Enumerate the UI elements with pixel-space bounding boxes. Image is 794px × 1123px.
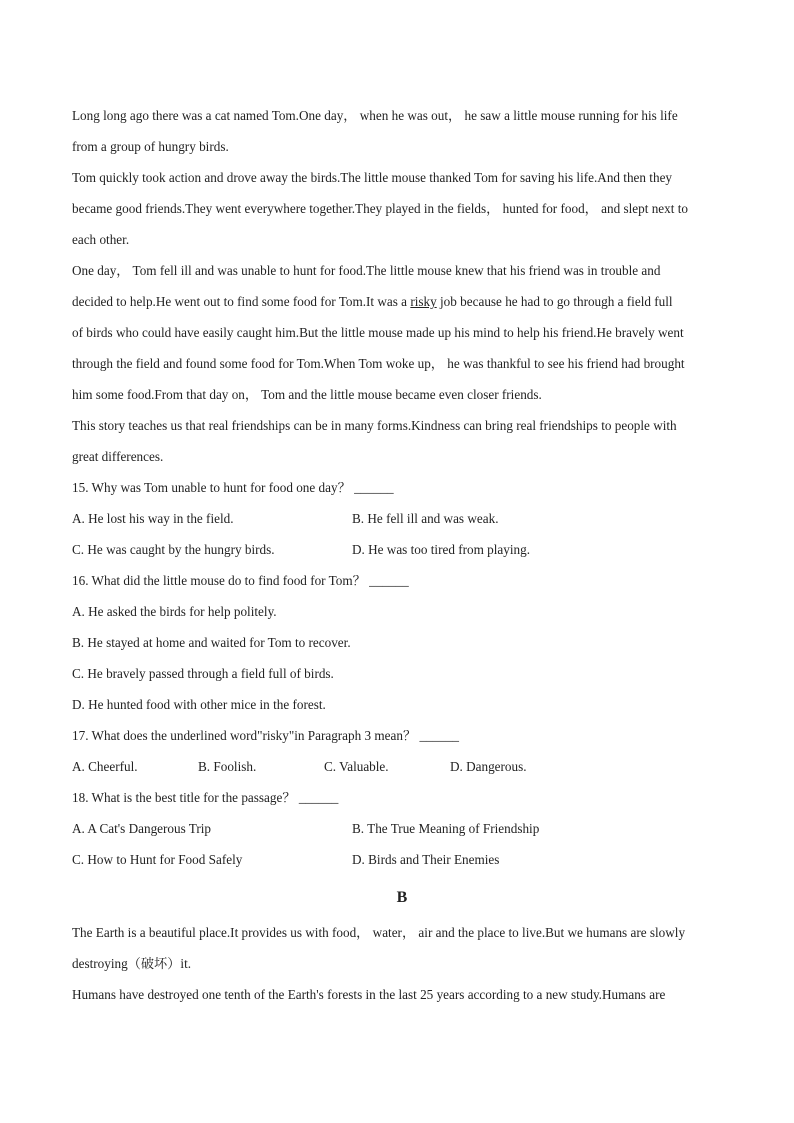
question-stem: 15. Why was Tom unable to hunt for food one day？ ______	[72, 480, 394, 495]
passage-text: decided to help.He went out to find some food for Tom.It was a	[72, 294, 408, 309]
option-b[interactable]: B. He fell ill and was weak.	[352, 511, 499, 526]
question-stem: 17. What does the underlined word"risky"in Paragraph 3 mean？ ______	[72, 728, 460, 743]
question-stem: 16. What did the little mouse do to find food for Tom？ ______	[72, 573, 409, 588]
passage-a	[72, 100, 732, 472]
option-a[interactable]: A. He asked the birds for help politely.	[72, 604, 277, 619]
passage-line: One day， Tom fell ill and was unable to hunt for food.The little mouse knew that his friend was in trouble and	[72, 263, 661, 278]
option-b[interactable]: B. He stayed at home and waited for Tom to recover.	[72, 635, 351, 650]
passage-line: him some food.From that day on， Tom and the little mouse became even closer friends.	[72, 387, 542, 402]
section-heading: B	[396, 889, 408, 906]
option-row	[72, 813, 732, 844]
passage-line	[72, 286, 732, 317]
passage-line: of birds who could have easily caught him.But the little mouse made up his mind to help his friend.He bravely went	[72, 325, 684, 340]
passage-line: destroying（破坏）it.	[72, 956, 192, 971]
option-row	[72, 844, 732, 875]
option-c[interactable]: C. He was caught by the hungry birds.	[72, 542, 275, 557]
passage-line: Tom quickly took action and drove away the birds.The little mouse thanked Tom for saving his life.And then they	[72, 170, 673, 185]
option-d[interactable]: D. Dangerous.	[450, 759, 527, 774]
option-row	[72, 751, 732, 782]
option-a[interactable]: A. Cheerful.	[72, 759, 138, 774]
question-stem: 18. What is the best title for the passage？ ______	[72, 790, 339, 805]
question-15	[72, 472, 732, 565]
option-a[interactable]: A. He lost his way in the field.	[72, 511, 234, 526]
passage-line: Humans have destroyed one tenth of the Earth's forests in the last 25 years according to a new study.Humans are	[72, 987, 666, 1002]
question-16	[72, 565, 732, 720]
option-b[interactable]: B. Foolish.	[198, 759, 257, 774]
passage-line: Long long ago there was a cat named Tom.One day， when he was out， he saw a little mouse running for his life	[72, 108, 678, 123]
passage-line: great differences.	[72, 449, 164, 464]
question-18	[72, 782, 732, 875]
passage-line: from a group of hungry birds.	[72, 139, 229, 154]
option-b[interactable]: B. The True Meaning of Friendship	[352, 821, 540, 836]
option-d[interactable]: D. He hunted food with other mice in the forest.	[72, 697, 326, 712]
passage-line: through the field and found some food for Tom.When Tom woke up， he was thankful to see his friend had brought	[72, 356, 685, 371]
passage-b	[72, 917, 732, 1010]
option-row	[72, 503, 732, 534]
question-17	[72, 720, 732, 782]
option-a[interactable]: A. A Cat's Dangerous Trip	[72, 821, 212, 836]
passage-line: This story teaches us that real friendships can be in many forms.Kindness can bring real friendships to people with	[72, 418, 677, 433]
option-d[interactable]: D. Birds and Their Enemies	[352, 852, 500, 867]
underlined-word-risky: risky	[410, 294, 437, 309]
passage-text: job because he had to go through a field full	[436, 294, 673, 309]
passage-line: became good friends.They went everywhere together.They played in the fields， hunted for food， and slept next to	[72, 201, 688, 216]
passage-line: The Earth is a beautiful place.It provides us with food， water， air and the place to live.But we humans are slowly	[72, 925, 686, 940]
option-c[interactable]: C. Valuable.	[324, 759, 389, 774]
option-c[interactable]: C. How to Hunt for Food Safely	[72, 852, 243, 867]
option-row	[72, 534, 732, 565]
option-d[interactable]: D. He was too tired from playing.	[352, 542, 530, 557]
passage-line: each other.	[72, 232, 130, 247]
document-page	[72, 100, 732, 1010]
option-c[interactable]: C. He bravely passed through a field full of birds.	[72, 666, 334, 681]
